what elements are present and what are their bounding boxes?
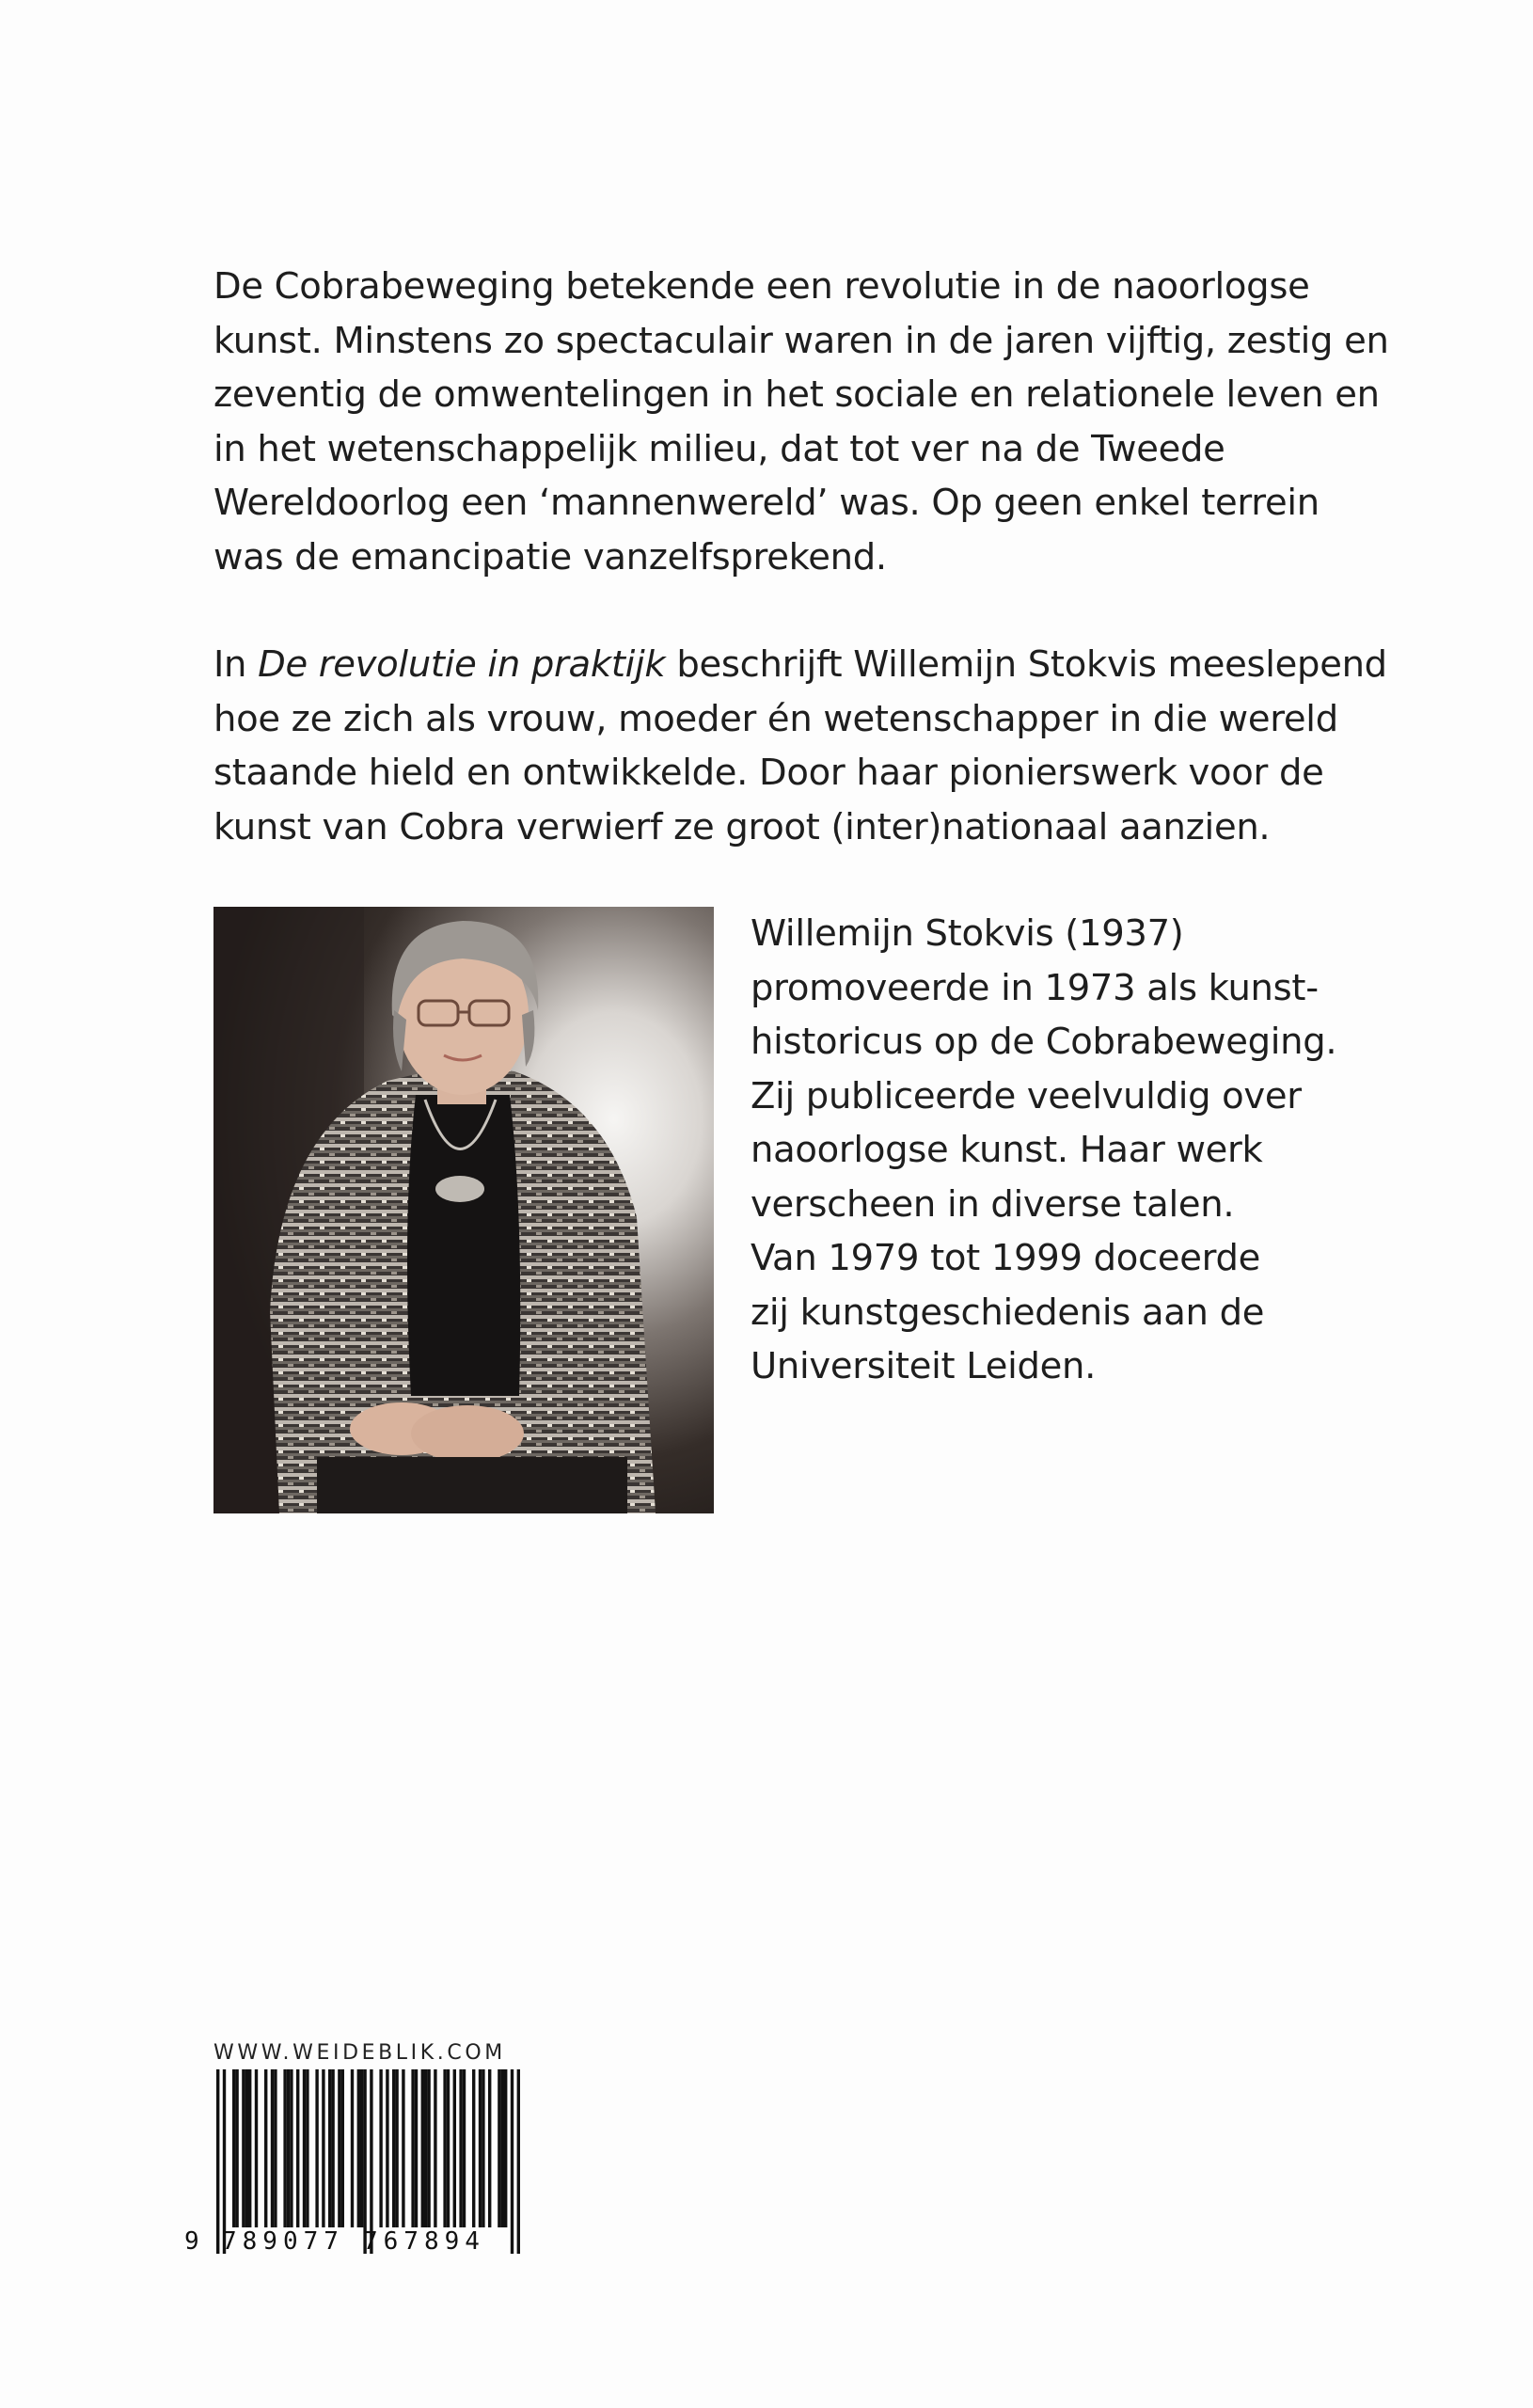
barcode-bar <box>498 2069 500 2227</box>
barcode-bar <box>479 2069 482 2227</box>
barcode-bar <box>283 2069 286 2227</box>
barcode-bar <box>392 2069 395 2227</box>
barcode-bar <box>427 2069 430 2227</box>
barcode-bar <box>421 2069 424 2227</box>
barcode-bar <box>303 2069 306 2227</box>
blurb-line: De Cobrabeweging betekende een revolutie in de naoorlogse <box>213 265 1310 308</box>
barcode-bar <box>331 2069 334 2227</box>
blurb-line-suffix: beschrijft Willemijn Stokvis meeslepend <box>665 643 1387 686</box>
barcode-bar <box>402 2069 404 2227</box>
bio-line: historicus op de Cobrabeweging. <box>751 1021 1337 1063</box>
blurb-paragraph-1 <box>213 260 1389 584</box>
blurb-paragraph-2 <box>213 638 1387 854</box>
barcode-bar <box>290 2069 292 2227</box>
barcode-bar <box>459 2069 462 2227</box>
barcode-bar <box>357 2069 360 2227</box>
barcode-bar <box>488 2069 491 2227</box>
isbn-number <box>184 2227 532 2259</box>
barcode-bar <box>338 2069 340 2227</box>
barcode-bar <box>501 2069 504 2227</box>
blurb-line: in het wetenschappelijk milieu, dat tot ver na de Tweede <box>213 427 1225 470</box>
bio-line: Universiteit Leiden. <box>751 1345 1097 1387</box>
book-title: De revolutie in praktijk <box>258 643 666 686</box>
barcode-bar <box>328 2069 331 2227</box>
barcode-bar <box>248 2069 251 2227</box>
blurb-line: Wereldoorlog een ‘mannenwereld’ was. Op geen enkel terrein <box>213 482 1320 524</box>
isbn-lead-digit: 9 <box>184 2227 199 2256</box>
author-photo <box>213 907 714 1513</box>
bio-line: zij kunstgeschiedenis aan de <box>751 1291 1265 1334</box>
barcode-bar <box>443 2069 446 2227</box>
barcode-bar <box>415 2069 418 2227</box>
barcode-bar <box>255 2069 258 2227</box>
barcode-bar <box>315 2069 318 2227</box>
barcode-bar <box>296 2069 299 2227</box>
barcode-bar <box>434 2069 436 2227</box>
author-bio <box>751 907 1337 1394</box>
barcode-bar <box>424 2069 427 2227</box>
barcode-bar <box>351 2069 354 2227</box>
blurb-line: kunst van Cobra verwierf ze groot (inter)nationaal aanzien. <box>213 805 1271 848</box>
bio-line: Zij publiceerde veelvuldig over <box>751 1074 1302 1117</box>
barcode-bar <box>386 2069 388 2227</box>
publisher-website: WWW.WEIDEBLIK.COM <box>213 2041 506 2065</box>
barcode-bar <box>395 2069 398 2227</box>
barcode-bar <box>232 2069 235 2227</box>
barcode-bar <box>271 2069 274 2227</box>
blurb-line <box>213 638 1387 692</box>
barcode-bar <box>370 2069 372 2254</box>
author-portrait-illustration <box>213 907 714 1513</box>
barcode-bar <box>447 2069 450 2227</box>
barcode-bar <box>411 2069 414 2227</box>
barcode-bar <box>379 2069 382 2227</box>
blurb-line: zeventig de omwentelingen in het sociale en relationele leven en <box>213 373 1380 416</box>
bio-line: promoveerde in 1973 als kunst- <box>751 966 1319 1009</box>
bio-line: naoorlogse kunst. Haar werk <box>751 1129 1263 1171</box>
barcode-bar <box>287 2069 290 2227</box>
barcode-bar <box>306 2069 308 2227</box>
barcode-bar <box>504 2069 507 2227</box>
bio-line: Willemijn Stokvis (1937) <box>751 912 1184 955</box>
barcode-bar <box>472 2069 475 2227</box>
bio-line: verscheen in diverse talen. <box>751 1182 1235 1226</box>
barcode-bar <box>242 2069 245 2227</box>
barcode-bar <box>216 2069 219 2254</box>
isbn-group-2: 767894 <box>363 2227 485 2256</box>
barcode-bar <box>274 2069 277 2227</box>
blurb-line: was de emancipatie vanzelfsprekend. <box>213 535 887 578</box>
bio-line: Van 1979 tot 1999 doceerde <box>751 1237 1261 1279</box>
barcode-bar <box>341 2069 344 2227</box>
barcode-bar <box>235 2069 238 2227</box>
blurb-line: staande hield en ontwikkelde. Door haar pionierswerk voor de <box>213 752 1324 794</box>
barcode-bar <box>517 2069 520 2254</box>
barcode-bar <box>463 2069 466 2227</box>
barcode-bar <box>453 2069 456 2227</box>
blurb-line: hoe ze zich als vrouw, moeder én wetenschapper in die wereld <box>213 697 1338 740</box>
barcode-bar <box>360 2069 363 2227</box>
barcode-bar <box>264 2069 267 2227</box>
barcode-bar <box>511 2069 514 2254</box>
blurb-line-prefix: In <box>213 643 259 686</box>
barcode-bar <box>245 2069 248 2227</box>
blurb-line: kunst. Minstens zo spectaculair waren in de jaren vijftig, zestig en <box>213 319 1389 362</box>
barcode-bar <box>363 2069 366 2254</box>
barcode-bar <box>223 2069 226 2254</box>
barcode-bar <box>482 2069 484 2227</box>
isbn-group-1: 789077 <box>222 2227 344 2256</box>
barcode-bar <box>322 2069 324 2227</box>
